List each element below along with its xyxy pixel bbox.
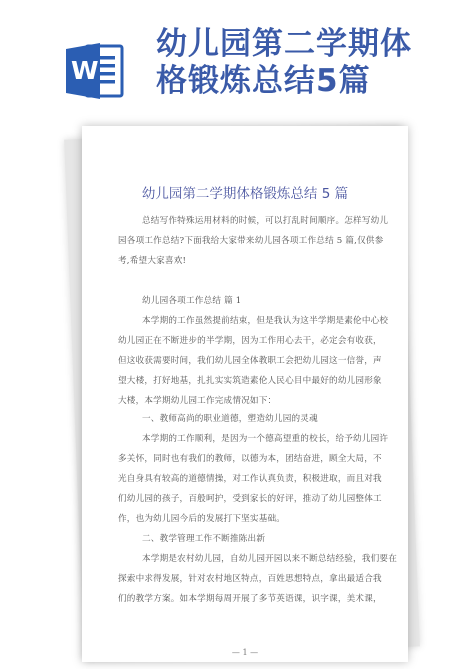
body-line: 探索中求得发展，针对农村地区特点，百姓思想特点，拿出最适合我 — [118, 574, 382, 584]
header-title-line-1: 幼儿园第二学期体 — [156, 26, 412, 62]
body-line: 们的教学方案。如本学期每周开展了多节英语课，识字课，美术课， — [118, 594, 382, 604]
body-line: 本学期是农村幼儿园，自幼儿园开园以来不断总结经验，我们要在 — [142, 554, 398, 564]
body-line: 多关怀，同时也有我们的教师，以德为本，团结奋进，顾全大局，不 — [118, 454, 382, 464]
header-title — [156, 26, 456, 100]
document-title: 幼儿园第二学期体格锻炼总结 5 篇 — [141, 186, 349, 202]
body-line: 望大楼，打好地基，扎扎实实筑造素伦人民心目中最好的幼儿园形象 — [118, 376, 382, 386]
body-line: 总结写作特殊运用材料的时候，可以打乱时间顺序。怎样写幼儿 — [142, 216, 389, 226]
body-line: 们幼儿园的孩子，百般呵护，受到家长的好评，推动了幼儿园整体工 — [118, 494, 382, 504]
subsection-heading: 一、教师高尚的职业道德，塑造幼儿园的灵魂 — [142, 414, 318, 424]
body-line: 本学期的工作顺利，是因为一个德高望重的校长，给予幼儿园许 — [142, 434, 389, 444]
document-page — [82, 126, 408, 662]
body-line: 作，也为幼儿园今后的发展打下坚实基础。 — [118, 514, 286, 524]
page-number: — 1 — — [231, 648, 259, 657]
header-banner — [0, 0, 474, 120]
body-line: 本学期的工作虽然提前结束，但是我认为这半学期是素伦中心校 — [142, 316, 389, 326]
body-line: 但这收获需要时间，我们幼儿园全体教职工会把幼儿园这一信誉，声 — [118, 356, 382, 366]
section-heading: 幼儿园各项工作总结 篇 1 — [142, 296, 242, 306]
word-icon-letter: W — [71, 56, 99, 85]
body-line: 光自身具有较高的道德情操，对工作认真负责，积极进取，而且对我 — [118, 474, 382, 484]
subsection-heading: 二、教学管理工作不断推陈出新 — [142, 534, 266, 544]
word-icon — [64, 40, 126, 102]
body-line: 考,希望大家喜欢! — [118, 256, 187, 266]
body-line: 大楼，本学期幼儿园工作完成情况如下： — [118, 396, 277, 406]
body-line: 幼儿园正在不断进步的半学期，因为工作用心去干，必定会有收获， — [118, 336, 382, 346]
header-title-line-2: 格锻炼总结5篇 — [156, 63, 371, 99]
body-line: 园各项工作总结?下面我给大家带来幼儿园各项工作总结 5 篇,仅供参 — [118, 236, 384, 246]
